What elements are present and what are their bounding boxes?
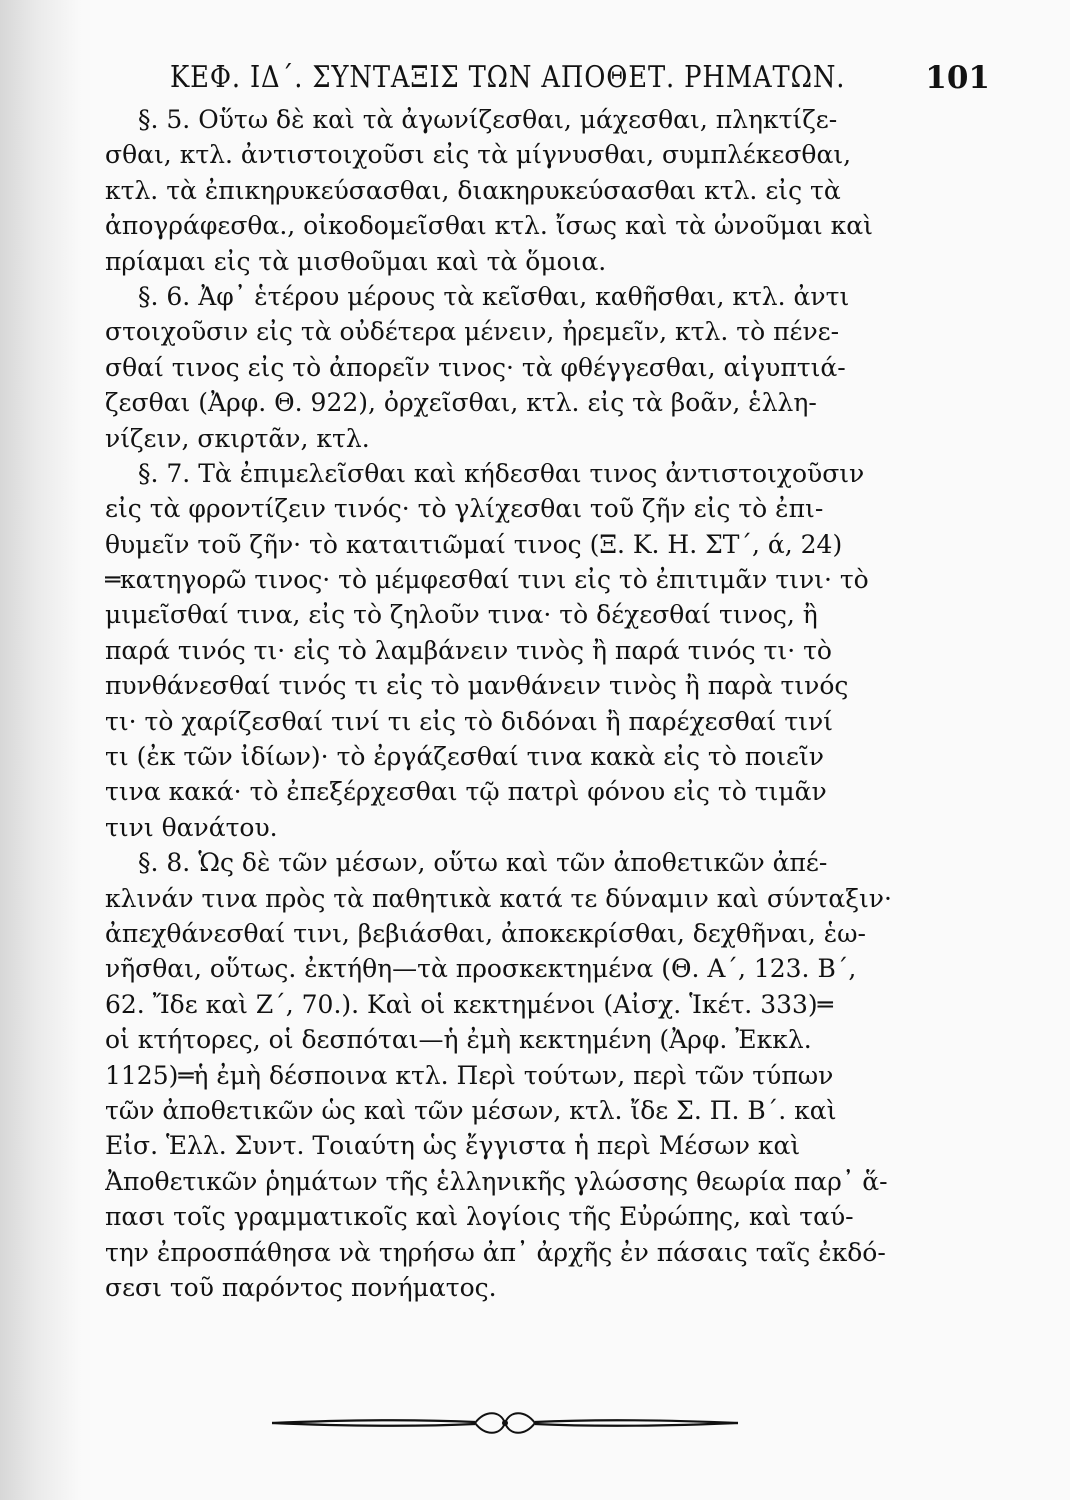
text-line: τι· τὸ χαρίζεσθαί τινί τι εἰς τὸ διδόναι ἢ παρέχεσθαί τινί — [105, 706, 833, 736]
text-line: τι (ἐκ τῶν ἰδίων)· τὸ ἐργάζεσθαί τινα κακὰ εἰς τὸ ποιεῖν — [105, 742, 824, 772]
text-line: σθαί τινος εἰς τὸ ἀπορεῖν τινος· τὰ φθέγγεσθαι, αἰγυπτιά- — [105, 352, 846, 382]
text-line: §. 8. Ὡς δὲ τῶν μέσων, οὕτω καὶ τῶν ἀποθετικῶν ἀπέ- — [138, 848, 828, 878]
text-line: θυμεῖν τοῦ ζῆν· τὸ καταιτιῶμαί τινος (Ξ. Κ. Η. ΣΤ΄, ά, 24) — [105, 529, 843, 559]
text-line: κτλ. τὰ ἐπικηρυκεύσασθαι, διακηρυκεύσασθαι κτλ. εἰς τὰ — [105, 175, 841, 205]
text-line: την ἐπροσπάθησα νὰ τηρήσω ἀπ᾽ ἀρχῆς ἐν πάσαις ταῖς ἐκδό- — [105, 1237, 886, 1267]
text-line: εἰς τὰ φροντίζειν τινός· τὸ γλίχεσθαι τοῦ ζῆν εἰς τὸ ἐπι- — [105, 494, 824, 524]
text-line: πασι τοῖς γραμματικοῖς καὶ λογίοις τῆς Εὐρώπης, καὶ ταύ- — [105, 1202, 854, 1232]
text-line: παρά τινός τι· εἰς τὸ λαμβάνειν τινὸς ἢ παρά τινός τι· τὸ — [105, 635, 832, 665]
header-title: ΚΕΦ. ΙΔ΄. ΣΥΝΤΑΞΙΣ ΤΩΝ ΑΠΟΘΕΤ. ΡΗΜΑΤΩΝ. — [170, 60, 846, 95]
binding-shadow — [0, 0, 82, 1500]
tail-ornament — [270, 1406, 740, 1440]
running-header — [170, 60, 990, 100]
text-line: σθαι, κτλ. ἀντιστοιχοῦσι εἰς τὰ μίγνυσθαι, συμπλέκεσθαι, — [105, 140, 852, 170]
text-line: τῶν ἀποθετικῶν ὡς καὶ τῶν μέσων, κτλ. ἴδε Σ. Π. Β΄. καὶ — [105, 1095, 837, 1125]
text-line: §. 7. Τὰ ἐπιμελεῖσθαι καὶ κήδεσθαι τινος ἀντιστοιχοῦσιν — [138, 458, 865, 488]
text-line: Ἀποθετικῶν ῥημάτων τῆς ἑλληνικῆς γλώσσης θεωρία παρ᾽ ἅ- — [105, 1166, 888, 1196]
text-line: 1125)═ἡ ἐμὴ δέσποινα κτλ. Περὶ τούτων, περὶ τῶν τύπων — [105, 1060, 834, 1090]
text-line: ἀπογράφεσθα., οἰκοδομεῖσθαι κτλ. ἴσως καὶ τὰ ὠνοῦμαι καὶ — [105, 211, 873, 241]
text-line: νίζειν, σκιρτᾶν, κτλ. — [105, 423, 370, 453]
text-line: §. 5. Οὕτω δὲ καὶ τὰ ἀγωνίζεσθαι, μάχεσθαι, πληκτίζε- — [138, 105, 838, 134]
text-line: ἀπεχθάνεσθαί τινι, βεβιάσθαι, ἀποκεκρίσθαι, δεχθῆναι, ἑω- — [105, 918, 866, 948]
page-number: 101 — [925, 60, 990, 96]
text-line: 62. Ἴδε καὶ Ζ΄, 70.). Καὶ οἱ κεκτημένοι (Αἰσχ. Ἱκέτ. 333)═ — [105, 989, 833, 1019]
text-line: τινα κακά· τὸ ἐπεξέρχεσθαι τῷ πατρὶ φόνου εἰς τὸ τιμᾶν — [105, 777, 827, 807]
text-line: §. 6. Ἀφ᾽ ἑτέρου μέρους τὰ κεῖσθαι, καθῆσθαι, κτλ. ἀντι — [138, 281, 850, 311]
body-text — [105, 102, 967, 1305]
text-line: Εἰσ. Ἑλλ. Συντ. Τοιαύτη ὡς ἔγγιστα ἡ περὶ Μέσων καὶ — [105, 1131, 801, 1161]
text-line: μιμεῖσθαί τινα, εἰς τὸ ζηλοῦν τινα· τὸ δέχεσθαί τινος, ἢ — [105, 600, 818, 630]
text-line: στοιχοῦσιν εἰς τὰ οὐδέτερα μένειν, ἠρεμεῖν, κτλ. τὸ πένε- — [105, 317, 840, 347]
text-line: πρίαμαι εἰς τὰ μισθοῦμαι καὶ τὰ ὅμοια. — [105, 246, 607, 276]
text-line: ζεσθαι (Ἀρφ. Θ. 922), ὀρχεῖσθαι, κτλ. εἰς τὰ βοᾶν, ἑλλη- — [105, 388, 817, 418]
text-line: νῆσθαι, οὕτως. ἐκτήθη—τὰ προσκεκτημένα (Θ. Α΄, 123. Β΄, — [105, 954, 857, 984]
text-line: κλινάν τινα πρὸς τὰ παθητικὰ κατά τε δύναμιν καὶ σύνταξιν· — [105, 883, 892, 913]
text-line: ═κατηγορῶ τινος· τὸ μέμφεσθαί τινι εἰς τὸ ἐπιτιμᾶν τινι· τὸ — [105, 565, 869, 595]
text-line: πυνθάνεσθαί τινός τι εἰς τὸ μανθάνειν τινὸς ἢ παρὰ τινός — [105, 671, 849, 701]
text-line: οἱ κτήτορες, οἱ δεσπόται—ἡ ἐμὴ κεκτημένη (Ἀρφ. Ἐκκλ. — [105, 1025, 812, 1055]
text-line: τινι θανάτου. — [105, 812, 278, 842]
text-line: σεσι τοῦ παρόντος πονήματος. — [105, 1272, 497, 1302]
